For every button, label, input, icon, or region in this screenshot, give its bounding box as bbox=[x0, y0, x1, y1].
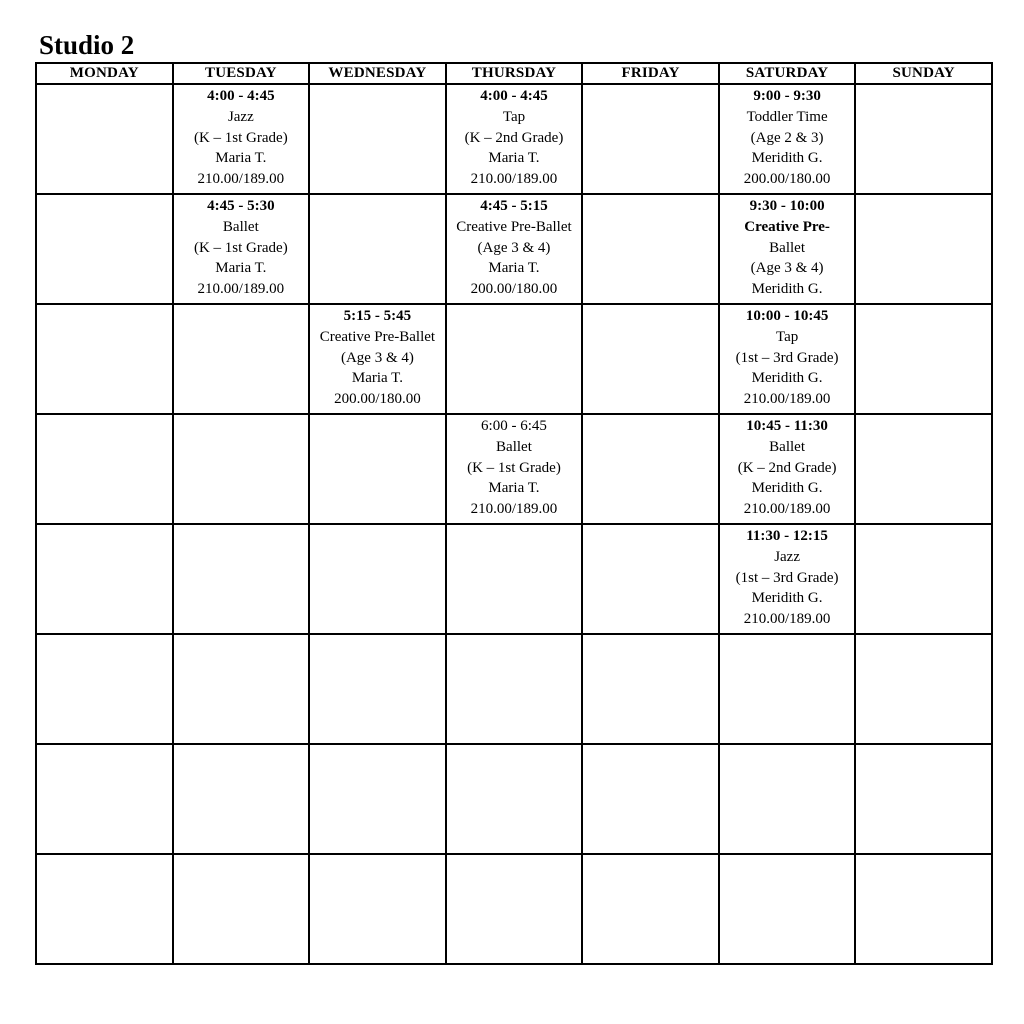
class-line: 6:00 - 6:45 bbox=[481, 418, 547, 434]
schedule-cell-tuesday bbox=[173, 524, 310, 634]
class-line: Maria T. bbox=[215, 260, 267, 277]
class-line: Jazz bbox=[227, 108, 254, 125]
empty-slot bbox=[174, 525, 309, 633]
schedule-cell-wednesday bbox=[309, 634, 446, 744]
schedule-cell-friday bbox=[582, 524, 719, 634]
class-line: 210.00/189.00 bbox=[197, 171, 285, 188]
schedule-cell-tuesday bbox=[173, 194, 310, 304]
schedule-cell-saturday bbox=[719, 194, 856, 304]
schedule-row bbox=[36, 414, 992, 524]
schedule-cell-friday bbox=[582, 634, 719, 744]
schedule-cell-thursday bbox=[446, 194, 583, 304]
class-line: 210.00/189.00 bbox=[470, 171, 558, 188]
schedule-cell-tuesday bbox=[173, 634, 310, 744]
day-header-tuesday: TUESDAY bbox=[173, 63, 310, 84]
class-line: (1st – 3rd Grade) bbox=[735, 349, 839, 366]
class-line: Meridith G. bbox=[751, 480, 823, 497]
schedule-cell-saturday bbox=[719, 634, 856, 744]
schedule-cell-monday bbox=[36, 414, 173, 524]
empty-slot bbox=[583, 85, 718, 193]
class-line: Ballet bbox=[222, 218, 259, 235]
schedule-cell-sunday bbox=[855, 414, 992, 524]
schedule-row bbox=[36, 744, 992, 854]
empty-slot bbox=[856, 305, 991, 413]
schedule-cell-saturday bbox=[719, 414, 856, 524]
empty-slot bbox=[583, 415, 718, 523]
empty-slot bbox=[583, 855, 718, 963]
schedule-cell-wednesday bbox=[309, 194, 446, 304]
class-line: (Age 3 & 4) bbox=[340, 349, 414, 366]
class-line: 4:45 - 5:30 bbox=[207, 198, 275, 214]
class-line: 11:30 - 12:15 bbox=[746, 528, 828, 544]
class-line: 210.00/189.00 bbox=[197, 281, 285, 298]
class-line: 200.00/180.00 bbox=[334, 391, 421, 408]
schedule-cell-monday bbox=[36, 634, 173, 744]
class-line: (K – 2nd Grade) bbox=[737, 459, 837, 476]
empty-slot bbox=[856, 85, 991, 193]
schedule-cell-thursday bbox=[446, 524, 583, 634]
page-title: Studio 2 bbox=[39, 30, 135, 60]
schedule-body bbox=[36, 84, 992, 964]
day-header-thursday: THURSDAY bbox=[446, 63, 583, 84]
empty-slot bbox=[37, 855, 172, 963]
class-line: Tap bbox=[775, 328, 799, 345]
class-entry bbox=[447, 415, 582, 523]
schedule-cell-sunday bbox=[855, 854, 992, 964]
schedule-cell-thursday bbox=[446, 84, 583, 194]
schedule-table bbox=[35, 62, 993, 965]
class-line: (Age 3 & 4) bbox=[477, 239, 551, 256]
class-line: 4:00 - 4:45 bbox=[207, 88, 275, 104]
class-entry bbox=[720, 525, 855, 633]
schedule-cell-saturday bbox=[719, 84, 856, 194]
class-line: Ballet bbox=[496, 438, 532, 455]
empty-slot bbox=[310, 415, 445, 523]
empty-slot bbox=[310, 525, 445, 633]
class-line: Maria T. bbox=[488, 480, 540, 497]
empty-slot bbox=[37, 85, 172, 193]
schedule-cell-monday bbox=[36, 304, 173, 414]
schedule-cell-sunday bbox=[855, 634, 992, 744]
class-line: 10:00 - 10:45 bbox=[745, 308, 829, 324]
empty-slot bbox=[720, 855, 855, 963]
schedule-cell-sunday bbox=[855, 194, 992, 304]
empty-slot bbox=[583, 195, 718, 303]
class-line: (K – 1st Grade) bbox=[467, 459, 561, 476]
class-entry bbox=[720, 195, 855, 303]
empty-slot bbox=[310, 85, 445, 193]
empty-slot bbox=[447, 305, 582, 413]
empty-slot bbox=[37, 195, 172, 303]
schedule-row bbox=[36, 304, 992, 414]
class-entry bbox=[310, 305, 445, 413]
empty-slot bbox=[856, 195, 991, 303]
class-line bbox=[720, 300, 855, 303]
empty-slot bbox=[447, 525, 582, 633]
schedule-row bbox=[36, 854, 992, 964]
schedule-row bbox=[36, 84, 992, 194]
schedule-cell-tuesday bbox=[173, 854, 310, 964]
schedule-cell-sunday bbox=[855, 524, 992, 634]
class-line: 4:45 - 5:15 bbox=[480, 198, 548, 214]
class-line: Maria T. bbox=[488, 260, 540, 277]
empty-slot bbox=[583, 305, 718, 413]
schedule-cell-monday bbox=[36, 84, 173, 194]
class-line: (K – 1st Grade) bbox=[193, 239, 288, 256]
day-header-monday: MONDAY bbox=[36, 63, 173, 84]
class-line: Maria T. bbox=[351, 370, 403, 387]
schedule-cell-wednesday bbox=[309, 524, 446, 634]
day-header-sunday: SUNDAY bbox=[855, 63, 992, 84]
class-line: 200.00/180.00 bbox=[743, 171, 831, 188]
schedule-cell-thursday bbox=[446, 414, 583, 524]
class-line: 200.00/180.00 bbox=[470, 281, 558, 298]
day-header-row bbox=[36, 63, 992, 84]
class-line: 5:15 - 5:45 bbox=[343, 308, 412, 324]
empty-slot bbox=[174, 855, 309, 963]
schedule-cell-monday bbox=[36, 524, 173, 634]
empty-slot bbox=[310, 635, 445, 743]
empty-slot bbox=[310, 195, 445, 303]
schedule-cell-tuesday bbox=[173, 414, 310, 524]
class-line: Creative Pre- bbox=[744, 218, 830, 235]
class-line: 4:00 - 4:45 bbox=[480, 88, 548, 104]
empty-slot bbox=[37, 305, 172, 413]
class-entry bbox=[720, 85, 855, 193]
class-line: Ballet bbox=[769, 438, 805, 455]
schedule-cell-thursday bbox=[446, 634, 583, 744]
empty-slot bbox=[174, 305, 309, 413]
schedule-cell-friday bbox=[582, 414, 719, 524]
class-line: Toddler Time bbox=[746, 108, 828, 125]
class-entry bbox=[174, 85, 309, 193]
day-header-friday: FRIDAY bbox=[582, 63, 719, 84]
class-line: 9:30 - 10:00 bbox=[749, 198, 825, 214]
class-line: Ballet bbox=[769, 239, 805, 256]
schedule-cell-sunday bbox=[855, 304, 992, 414]
schedule-cell-monday bbox=[36, 194, 173, 304]
empty-slot bbox=[174, 635, 309, 743]
schedule-cell-saturday bbox=[719, 744, 856, 854]
empty-slot bbox=[583, 635, 718, 743]
empty-slot bbox=[37, 745, 172, 853]
schedule-cell-wednesday bbox=[309, 304, 446, 414]
empty-slot bbox=[856, 745, 991, 853]
schedule-cell-wednesday bbox=[309, 744, 446, 854]
empty-slot bbox=[583, 745, 718, 853]
schedule-cell-friday bbox=[582, 854, 719, 964]
class-line: Jazz bbox=[774, 548, 800, 565]
schedule-row bbox=[36, 524, 992, 634]
schedule-cell-wednesday bbox=[309, 84, 446, 194]
schedule-cell-wednesday bbox=[309, 854, 446, 964]
schedule-cell-saturday bbox=[719, 304, 856, 414]
empty-slot bbox=[856, 415, 991, 523]
class-line: 210.00/189.00 bbox=[743, 391, 831, 408]
schedule-cell-thursday bbox=[446, 854, 583, 964]
schedule-cell-thursday bbox=[446, 304, 583, 414]
class-line: Meridith G. bbox=[751, 370, 823, 387]
class-line: Tap bbox=[502, 108, 526, 125]
schedule-cell-friday bbox=[582, 194, 719, 304]
class-line: 210.00/189.00 bbox=[470, 501, 558, 518]
class-line: Creative Pre-Ballet bbox=[319, 328, 436, 345]
class-line: (Age 2 & 3) bbox=[750, 129, 824, 146]
empty-slot bbox=[37, 415, 172, 523]
schedule-cell-wednesday bbox=[309, 414, 446, 524]
class-line: 210.00/189.00 bbox=[743, 501, 831, 518]
empty-slot bbox=[447, 745, 582, 853]
empty-slot bbox=[310, 745, 445, 853]
empty-slot bbox=[856, 525, 991, 633]
schedule-cell-monday bbox=[36, 744, 173, 854]
class-line: (K – 2nd Grade) bbox=[464, 129, 564, 146]
schedule-cell-saturday bbox=[719, 524, 856, 634]
class-line: (1st – 3rd Grade) bbox=[735, 569, 839, 586]
schedule-cell-monday bbox=[36, 854, 173, 964]
schedule-cell-sunday bbox=[855, 84, 992, 194]
schedule-cell-thursday bbox=[446, 744, 583, 854]
class-entry bbox=[174, 195, 309, 303]
schedule-cell-tuesday bbox=[173, 84, 310, 194]
class-entry bbox=[720, 305, 855, 413]
class-line: Meridith G. bbox=[751, 281, 823, 298]
class-line: 210.00/189.00 bbox=[743, 611, 831, 628]
class-entry bbox=[447, 195, 582, 303]
empty-slot bbox=[310, 855, 445, 963]
class-entry bbox=[447, 85, 582, 193]
empty-slot bbox=[37, 635, 172, 743]
day-header-wednesday: WEDNESDAY bbox=[309, 63, 446, 84]
empty-slot bbox=[583, 525, 718, 633]
empty-slot bbox=[37, 525, 172, 633]
class-line: Meridith G. bbox=[751, 150, 823, 167]
class-line: (Age 3 & 4) bbox=[750, 260, 824, 277]
empty-slot bbox=[174, 415, 309, 523]
empty-slot bbox=[447, 855, 582, 963]
class-line: 9:00 - 9:30 bbox=[753, 88, 821, 104]
schedule-cell-saturday bbox=[719, 854, 856, 964]
class-line: Maria T. bbox=[488, 150, 540, 167]
schedule-row bbox=[36, 194, 992, 304]
class-line: Creative Pre-Ballet bbox=[456, 218, 572, 235]
day-header-saturday: SATURDAY bbox=[719, 63, 856, 84]
schedule-cell-sunday bbox=[855, 744, 992, 854]
schedule-cell-tuesday bbox=[173, 744, 310, 854]
class-line: Meridith G. bbox=[751, 590, 823, 607]
empty-slot bbox=[720, 635, 855, 743]
class-line: Maria T. bbox=[215, 150, 267, 167]
empty-slot bbox=[856, 855, 991, 963]
class-line: (K – 1st Grade) bbox=[193, 129, 288, 146]
empty-slot bbox=[174, 745, 309, 853]
schedule-cell-tuesday bbox=[173, 304, 310, 414]
schedule-cell-friday bbox=[582, 84, 719, 194]
schedule-cell-friday bbox=[582, 744, 719, 854]
empty-slot bbox=[856, 635, 991, 743]
empty-slot bbox=[720, 745, 855, 853]
class-entry bbox=[720, 415, 855, 523]
empty-slot bbox=[447, 635, 582, 743]
class-line: 10:45 - 11:30 bbox=[746, 418, 828, 434]
schedule-row bbox=[36, 634, 992, 744]
schedule-cell-friday bbox=[582, 304, 719, 414]
